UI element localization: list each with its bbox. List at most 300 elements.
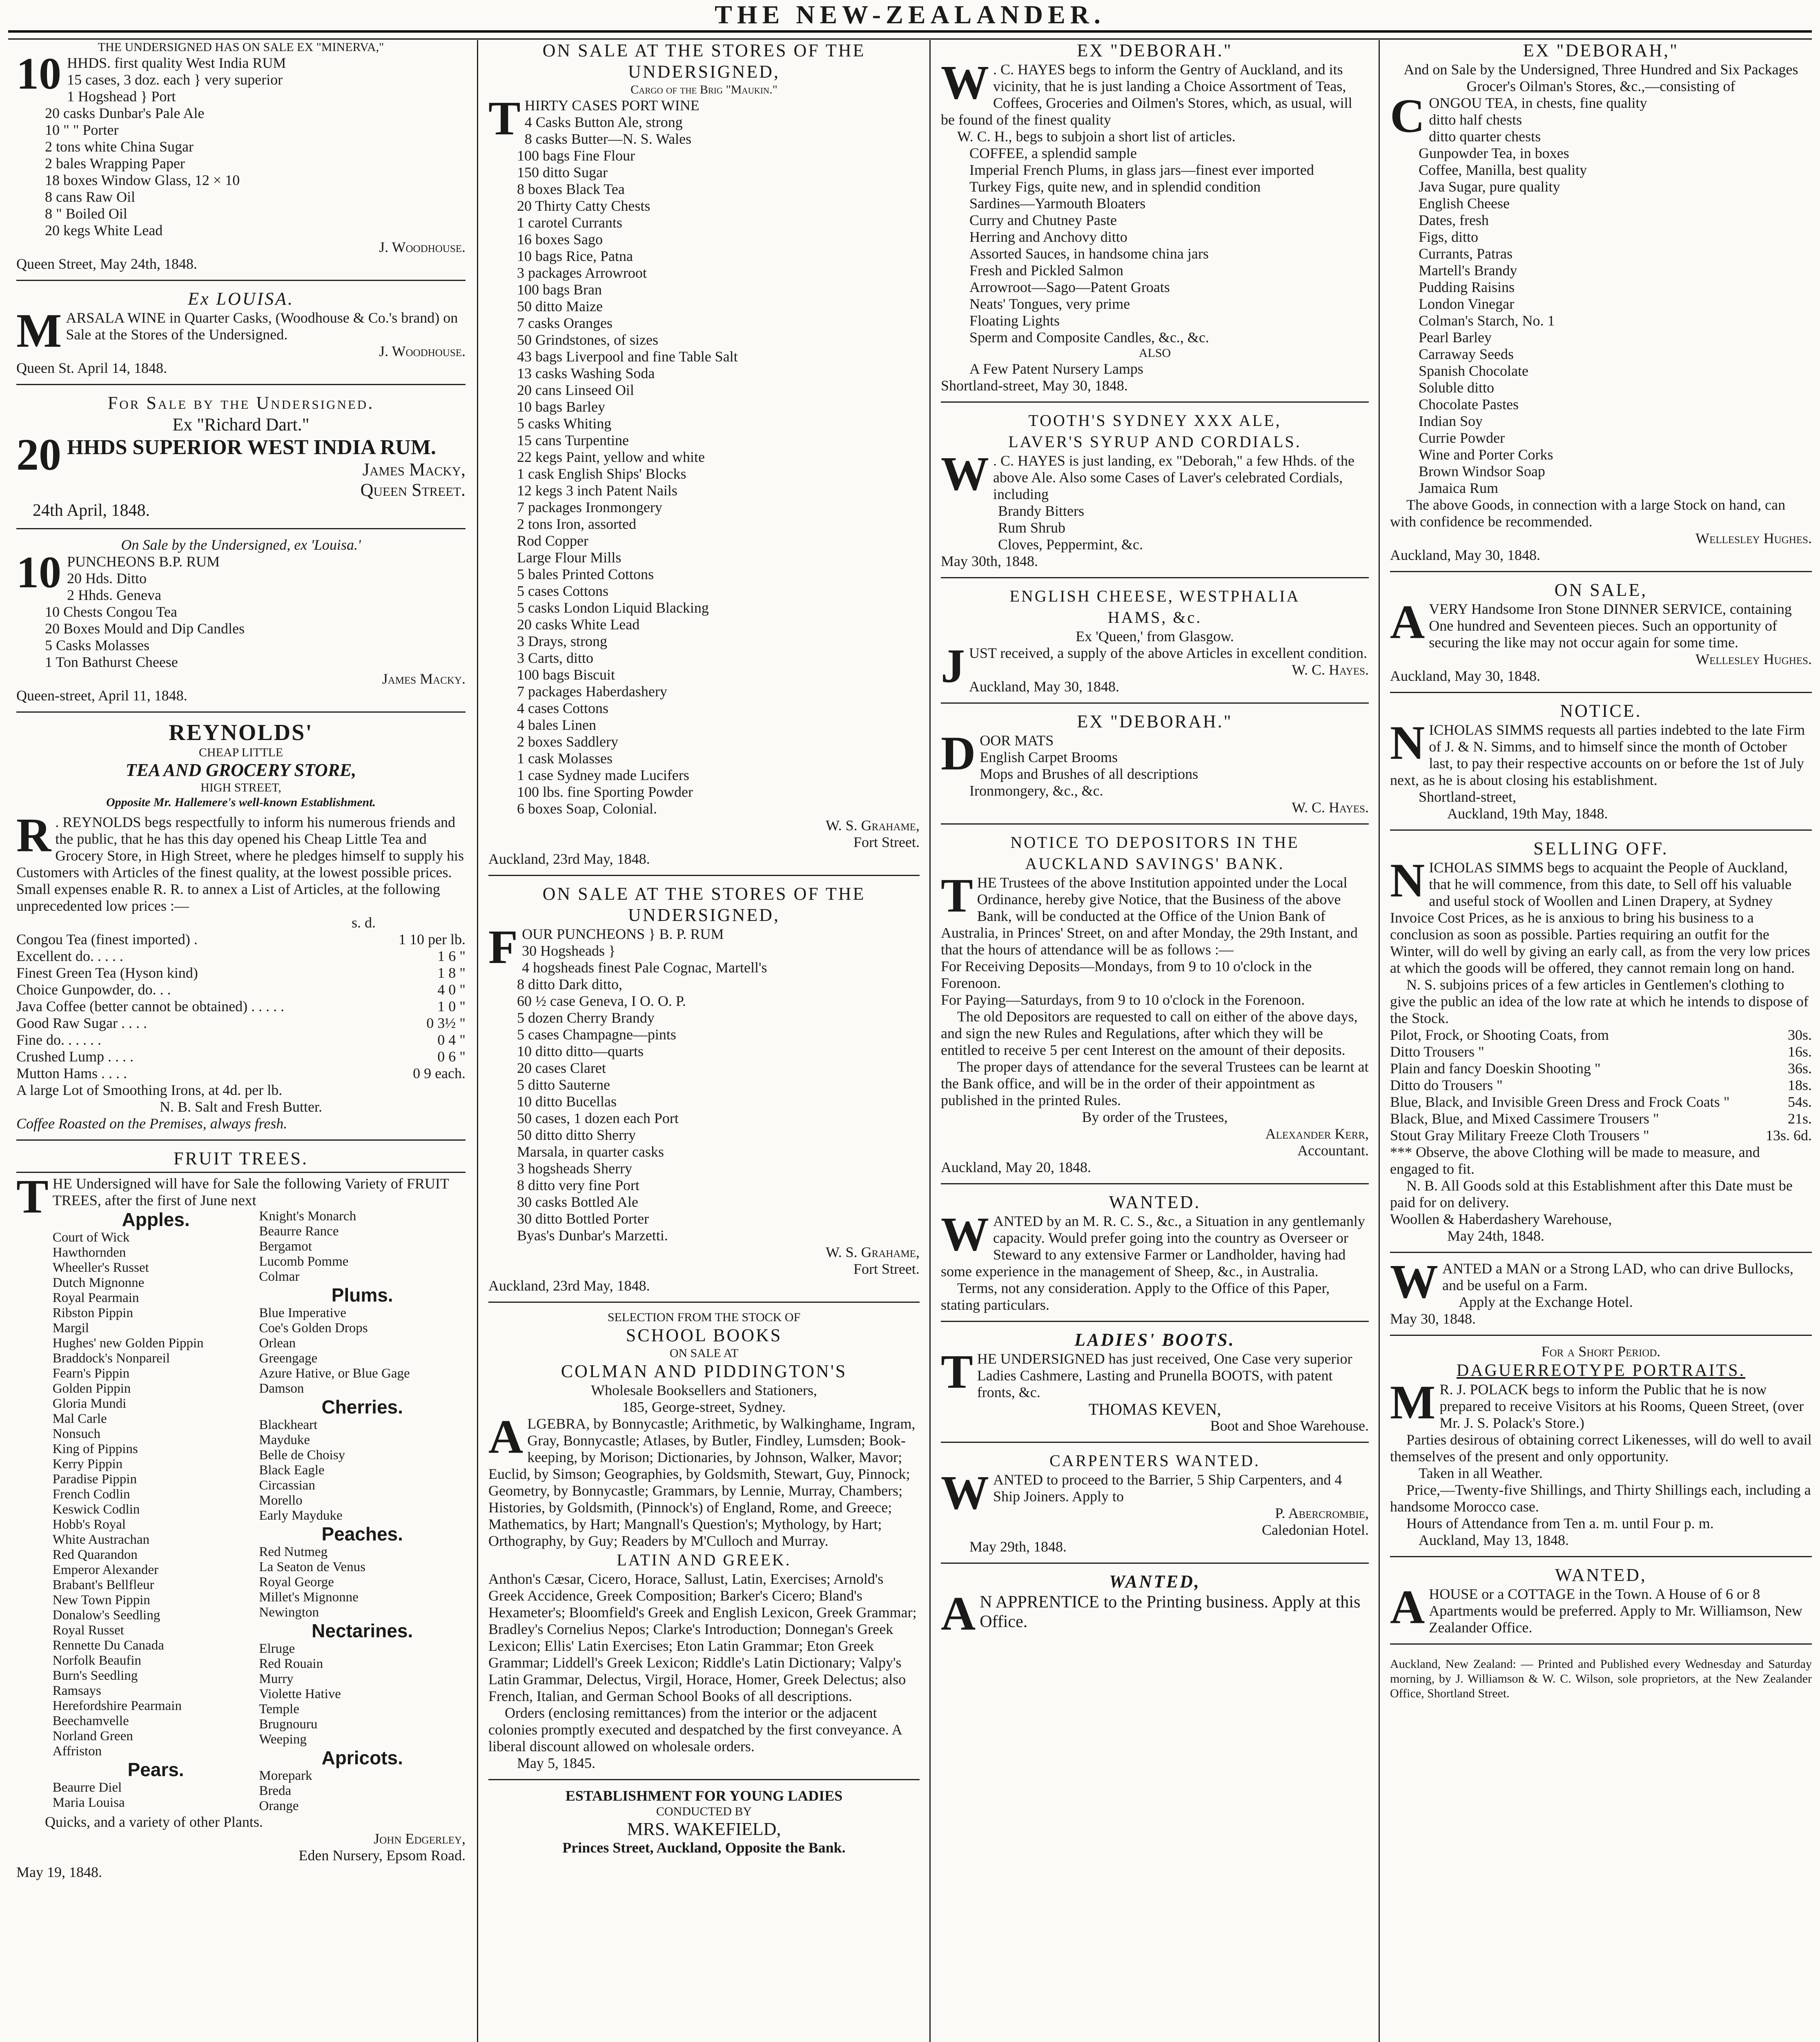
drop-cap: T — [488, 91, 521, 145]
signature: P. Abercrombie, — [1275, 1505, 1369, 1521]
list-item: Beechamvelle — [52, 1714, 129, 1728]
item-list — [941, 145, 1369, 346]
ad-school-books — [488, 1310, 920, 1772]
ad-heading: ENGLISH CHEESE, WESTPHALIA — [1009, 587, 1300, 605]
list-item: Beaurre Rance — [259, 1224, 339, 1239]
list-item: Azure Hative, or Blue Gage — [259, 1366, 410, 1381]
list-item: ditto quarter chests — [1429, 128, 1541, 145]
list-item: Colman's Starch, No. 1 — [1419, 312, 1555, 329]
ad-line: HHDS. first quality West India RUM — [67, 55, 286, 71]
price-item: Good Raw Sugar . . . . — [16, 1015, 147, 1031]
price-item: Choice Gunpowder, do. . . — [16, 981, 171, 998]
ad-notice-simms — [1390, 700, 1812, 822]
ad-heading: WANTED, — [1555, 1565, 1647, 1585]
ad-heading: For Sale by the Undersigned. — [107, 393, 374, 413]
ad-line: 30 Hogsheads } — [522, 943, 616, 959]
list-item: Rennette Du Canada — [52, 1638, 164, 1653]
list-item: Damson — [259, 1381, 304, 1396]
list-item: Coe's Golden Drops — [259, 1321, 368, 1335]
list-item: Millet's Mignonne — [259, 1590, 359, 1605]
signature: W. S. Grahame, — [825, 1244, 920, 1260]
ad-date: Queen-street, April 11, 1848. — [16, 687, 187, 704]
ad-heading: SCHOOL BOOKS — [626, 1325, 782, 1345]
list-item: Nonsuch — [52, 1427, 101, 1441]
ad-heading: WANTED. — [1109, 1192, 1201, 1212]
list-item: Hobb's Royal — [52, 1517, 126, 1532]
signature-address: Caledonian Hotel. — [1262, 1522, 1369, 1538]
ad-heading: ESTABLISHMENT FOR YOUNG LADIES — [565, 1788, 843, 1804]
price-value: 13s. 6d. — [1765, 1127, 1812, 1144]
ad-body: ANTED by an M. R. C. S., &c., a Situation in any gentlemanly capacity. Would prefer going into the country as Overseer or Steward to any extensive Farmer or Landholder, having had some experience in the management of Sheep, &c., in Australia. — [941, 1213, 1365, 1280]
price-value: 54s. — [1787, 1094, 1812, 1110]
item-list — [941, 749, 1369, 799]
price-row — [16, 931, 466, 948]
price-row — [1390, 1060, 1812, 1077]
price-item: Fine do. . . . . . — [16, 1032, 102, 1048]
list-item: Royal Russet — [52, 1623, 124, 1638]
item-list — [941, 503, 1369, 553]
list-item: 1 cask English Ships' Blocks — [517, 466, 686, 482]
ad-line: PUNCHEONS B.P. RUM — [67, 553, 220, 570]
price-units: s. d. — [351, 914, 376, 931]
ad-body: Anthon's Cæsar, Cicero, Horace, Sallust, Latin, Exercises; Arnold's Greek Accidence, Greek Composition; Barker's Cicero; Bland's Hexameter's; Bloomfield's Greek and English Lexicon, Greek Grammar; Bradley's Cornelius Nepos; Clarke's Introduction; Donnegan's Greek Lexicon; Ellis' Latin Exercises; Eton Latin Grammar; Eton Greek Grammar; Liddell's Greek Lexicon; Riddle's Latin Dictionary; Valpy's Latin Grammar, Delectus, Virgil, Horace, Homer, Greek Delectus; also French, Italian, and German School Books of all descriptions. — [488, 1571, 917, 1704]
ad-body: . C. HAYES begs to inform the Gentry of Auckland, and its vicinity, that he is just landing a Choice Assortment of Teas, Coffees, Groceries and Oilmen's Stores, which, as usual, will be found of the finest quality — [941, 61, 1352, 128]
ad-subheading: Ex 'Queen,' from Glasgow. — [1076, 628, 1234, 644]
price-row — [16, 1065, 466, 1082]
ad-macky-louisa — [16, 537, 466, 704]
price-row — [1390, 1043, 1812, 1060]
list-item: 20 casks Dunbar's Pale Ale — [45, 105, 205, 121]
list-item: 12 kegs 3 inch Patent Nails — [517, 482, 677, 499]
imprint: Auckland, New Zealand: — Printed and Published every Wednesday and Saturday morning, by J. Williamson & W. C. Wilson, sole proprietors, at the New Zealander Office, Shortland Street. — [1390, 1657, 1812, 1700]
price-value: 36s. — [1787, 1060, 1812, 1077]
list-item: Red Quarandon — [52, 1547, 138, 1562]
signature: James Macky. — [382, 671, 466, 687]
signature-address: Fort Street. — [853, 1261, 920, 1277]
ad-heading: WANTED, — [1109, 1572, 1201, 1592]
divider — [1390, 829, 1812, 831]
price-row — [16, 981, 466, 998]
list-item: Donalow's Seedling — [52, 1608, 160, 1623]
divider — [941, 1183, 1369, 1184]
ad-door-mats — [941, 711, 1369, 816]
list-item: Morepark — [259, 1768, 312, 1783]
list-item: Fresh and Pickled Salmon — [969, 262, 1123, 279]
list-item: Black Eagle — [259, 1463, 325, 1478]
price-row — [16, 1032, 466, 1048]
ad-subheading: For a Short Period. — [1541, 1343, 1661, 1360]
list-item: Byas's Dunbar's Marzetti. — [517, 1227, 668, 1244]
list-item: 8 ditto very fine Port — [517, 1177, 639, 1193]
list-item: 2 tons white China Sugar — [45, 138, 194, 155]
list-item: 6 boxes Soap, Colonial. — [517, 800, 657, 817]
divider — [941, 1442, 1369, 1443]
drop-cap: T — [16, 1170, 49, 1223]
ad-line: Apply at the Exchange Hotel. — [1459, 1294, 1633, 1310]
list-item: 8 casks Butter—N. S. Wales — [524, 131, 692, 147]
fruit-col-right — [259, 1209, 466, 1814]
divider — [941, 823, 1369, 825]
ad-body: LGEBRA, by Bonnycastle; Arithmetic, by Walkinghame, Ingram, Gray, Bonnycastle; Atlases, by Butler, Findley, Lumsden; Book-keeping, by Morison; Dictionaries, by Johnson, Walker, Mavor; Euclid, by Simson; Geographies, by Goldsmith, Stewart, Guy, Pinnock; Geometry, by Bonnycastle; Grammars, by Lennie, Murray, Chambers; Histories, by Goldsmith, (Pinnock's) of England, Rome, and Greece; Mathematics, by Hart; Mangnall's Question's; Mythology, by Hart; Orthography, by Guy; Readers by M'Culloch and Murray. — [488, 1416, 916, 1549]
ad-subheading: Opposite Mr. Hallemere's well-known Establishment. — [106, 796, 376, 809]
list-item: Cloves, Peppermint, &c. — [998, 536, 1143, 553]
list-item: 22 kegs Paint, yellow and white — [517, 449, 705, 465]
ad-body: And on Sale by the Undersigned, Three Hundred and Six Packages Grocer's Oilman's Stores, &c.,—consisting of — [1403, 61, 1798, 94]
list-item: Bergamot — [259, 1239, 312, 1254]
price-value: 18s. — [1787, 1077, 1812, 1093]
divider — [941, 577, 1369, 578]
fruit-list — [53, 1209, 466, 1814]
list-item: Figs, ditto — [1419, 229, 1479, 245]
list-item: Blackheart — [259, 1418, 318, 1432]
fruit-heading: Peaches. — [321, 1523, 403, 1545]
price-row — [1390, 1110, 1812, 1127]
list-item: 3 Drays, strong — [517, 633, 607, 649]
masthead — [0, 0, 1820, 29]
drop-cap: T — [941, 1345, 973, 1398]
list-item: Golden Pippin — [52, 1381, 131, 1396]
list-item: 5 Casks Molasses — [45, 637, 150, 653]
ad-louisa — [16, 288, 466, 377]
fruit-sublist — [53, 1230, 259, 1759]
list-item: Margil — [52, 1321, 89, 1335]
ad-date: May 30th, 1848. — [941, 553, 1038, 569]
price-value: 0 9 each. — [413, 1065, 466, 1081]
list-item: Ramsays — [52, 1683, 101, 1698]
list-item: 100 bags Biscuit — [517, 667, 615, 683]
list-item: Assorted Sauces, in handsome china jars — [969, 245, 1209, 262]
list-item: 8 boxes Black Tea — [517, 181, 625, 197]
list-item: Dutch Mignonne — [52, 1275, 145, 1290]
ad-body: The old Depositors are requested to call on either of the above days, and sign the new Rules and Regulations, after which they will be entitled to receive 5 per cent Interest on the amount of their deposits. — [941, 1008, 1358, 1058]
list-item: 1 cask Molasses — [517, 750, 613, 767]
ad-date: Auckland, May 30, 1848. — [969, 678, 1119, 695]
list-item: 18 boxes Window Glass, 12 × 10 — [45, 172, 240, 188]
big-number: 20 — [16, 430, 61, 479]
signature-address: Fort Street. — [853, 834, 920, 850]
list-item: Royal Pearmain — [52, 1291, 139, 1305]
ad-subheading: CONDUCTED BY — [656, 1805, 752, 1818]
ad-subheading: 185, George-street, Sydney. — [622, 1399, 786, 1415]
price-value: 21s. — [1787, 1110, 1812, 1127]
signature-title: Accountant. — [1297, 1142, 1369, 1159]
ad-line: By order of the Trustees, — [1082, 1109, 1228, 1125]
fruit-heading: Apricots. — [321, 1747, 403, 1768]
signature: W. S. Grahame, — [825, 817, 920, 834]
ad-body: For Receiving Deposits—Mondays, from 9 to 10 o'clock in the Forenoon. — [941, 958, 1312, 991]
list-item: 20 kegs White Lead — [45, 222, 163, 239]
signature: James Macky, — [362, 459, 466, 479]
list-item: Temple — [259, 1702, 299, 1717]
list-item: English Carpet Brooms — [980, 749, 1118, 765]
ad-heading: THE UNDERSIGNED HAS ON SALE EX "MINERVA," — [98, 40, 384, 54]
list-item: Pearl Barley — [1419, 329, 1492, 346]
list-item: 43 bags Liverpool and fine Table Salt — [517, 348, 738, 365]
ad-heading: REYNOLDS' — [169, 720, 313, 745]
list-item: 15 cases, 3 doz. each } very superior — [67, 71, 283, 88]
list-item: 10 " " Porter — [45, 122, 119, 138]
ad-line: A large Lot of Smoothing Irons, at 4d. per lb. — [16, 1082, 283, 1098]
list-item: Greengage — [259, 1351, 318, 1366]
list-item: Neats' Tongues, very prime — [969, 296, 1130, 312]
list-item: Gunpowder Tea, in boxes — [1419, 145, 1569, 161]
list-item: 4 cases Cottons — [517, 700, 608, 716]
list-item: French Codlin — [52, 1487, 130, 1502]
ad-line: *** Observe, the above Clothing will be made to measure, and engaged to fit. — [1390, 1144, 1760, 1177]
list-item: 8 ditto Dark ditto, — [517, 976, 622, 992]
drop-cap: W — [1390, 1255, 1438, 1308]
ad-line: HIRTY CASES PORT WINE — [524, 97, 699, 114]
list-item: 2 Hhds. Geneva — [67, 587, 161, 603]
list-item: Java Sugar, pure quality — [1419, 178, 1560, 195]
list-item: Hawthornden — [52, 1245, 126, 1260]
fruit-sublist — [53, 1780, 259, 1810]
list-item: Indian Soy — [1419, 413, 1483, 429]
list-item: Fearn's Pippin — [52, 1366, 130, 1381]
list-item: Orlean — [259, 1336, 296, 1351]
ad-heading: LADIES' BOOTS. — [1074, 1330, 1235, 1350]
divider — [1390, 1335, 1812, 1336]
list-item: 3 hogsheads Sherry — [517, 1160, 632, 1177]
drop-cap: W — [941, 1207, 989, 1261]
ad-maukin — [488, 40, 920, 867]
list-item: Curry and Chutney Paste — [969, 212, 1117, 228]
drop-cap: N — [1390, 716, 1425, 769]
ad-subheading: Ex "Richard Dart." — [172, 415, 310, 435]
divider — [16, 280, 466, 281]
list-item: 20 casks White Lead — [517, 616, 640, 633]
signature: J. Woodhouse. — [379, 343, 466, 359]
ad-line: HHDS SUPERIOR WEST INDIA RUM. — [67, 436, 436, 459]
list-item: Affriston — [52, 1744, 102, 1759]
price-list — [16, 931, 466, 1082]
ad-heading: NOTICE TO DEPOSITORS IN THE — [1010, 833, 1299, 852]
list-item: Rum Shrub — [998, 519, 1066, 536]
list-item: Emperor Alexander — [52, 1563, 159, 1577]
ad-body: . REYNOLDS begs respectfully to inform his numerous friends and the public, that he has this day opened his Cheap Little Tea and Grocery Store, in High Street, where he pledges himself to supply his Customers with Articles of the finest quality, at the lowest possible prices. Small expenses enable R. R. to annex a List of Articles, at the following unprecedented low prices :— — [16, 814, 464, 914]
ad-heading: EX "DEBORAH." — [1077, 711, 1233, 731]
fruit-sublist — [259, 1209, 466, 1284]
price-item: Stout Gray Military Freeze Cloth Trousers " — [1390, 1127, 1649, 1144]
ad-minerva — [16, 40, 466, 272]
price-item: Pilot, Frock, or Shooting Coats, from — [1390, 1027, 1609, 1043]
ad-body: HOUSE or a COTTAGE in the Town. A House of 6 or 8 Apartments would be preferred. Apply to Mr. Williamson, New Zealander Office. — [1429, 1586, 1802, 1636]
list-item: COFFEE, a splendid sample — [969, 145, 1137, 161]
ad-date: Auckland, May 20, 1848. — [941, 1159, 1091, 1175]
ad-heading: NOTICE. — [1560, 701, 1642, 721]
ad-heading: EX "DEBORAH." — [1077, 40, 1233, 60]
ad-date: Shortland-street, May 30, 1848. — [941, 377, 1128, 394]
ad-savings-bank — [941, 832, 1369, 1176]
ad-heading: Ex LOUISA. — [188, 289, 294, 309]
ad-carpenters — [941, 1450, 1369, 1555]
ad-line: ONGOU TEA, in chests, fine quality — [1429, 95, 1647, 111]
drop-cap: J — [941, 639, 965, 693]
list-item: Arrowroot—Sago—Patent Groats — [969, 279, 1170, 295]
list-item: 30 casks Bottled Ale — [517, 1194, 638, 1210]
signature-address: Eden Nursery, Epsom Road. — [299, 1847, 466, 1864]
list-item: Chocolate Pastes — [1419, 396, 1519, 412]
column-4 — [1382, 40, 1820, 2042]
list-item: 4 hogsheads finest Pale Cognac, Martell's — [522, 959, 767, 976]
divider — [1390, 692, 1812, 693]
list-item: Maria Louisa — [52, 1795, 125, 1810]
list-item: King of Pippins — [52, 1442, 138, 1456]
fruit-heading: Apples. — [122, 1209, 190, 1230]
ad-line: ALSO — [1138, 346, 1171, 360]
list-item: Brabant's Bellfleur — [52, 1578, 154, 1592]
ad-apprentice — [941, 1571, 1369, 1640]
ad-selling-off — [1390, 838, 1812, 1244]
ad-line: Shortland-street, — [1419, 789, 1516, 805]
fruit-heading: Cherries. — [321, 1396, 403, 1418]
divider — [941, 1563, 1369, 1564]
list-item: Ironmongery, &c., &c. — [969, 782, 1103, 799]
list-item: 50 cases, 1 dozen each Port — [517, 1110, 679, 1126]
ad-date: Auckland, May 30, 1848. — [1390, 668, 1540, 684]
fruit-heading: Nectarines. — [312, 1620, 413, 1641]
ad-body: Parties desirous of obtaining correct Likenesses, will do well to avail themselves of the present and only opportunity. — [1390, 1431, 1812, 1465]
price-value: 0 4 " — [437, 1032, 466, 1048]
ad-date: Auckland, May 13, 1848. — [1419, 1532, 1569, 1548]
item-list — [488, 114, 920, 817]
masthead-title: THE NEW-ZEALANDER. — [715, 0, 1105, 29]
ad-dinner-service — [1390, 580, 1812, 684]
list-item: Court of Wick — [52, 1230, 130, 1245]
list-item: 100 lbs. fine Sporting Powder — [517, 784, 693, 800]
ad-puncheons — [488, 883, 920, 1294]
divider — [1390, 571, 1812, 572]
list-item: 10 ditto ditto—quarts — [517, 1043, 644, 1059]
list-item: Braddock's Nonpareil — [52, 1351, 170, 1366]
ad-date: Auckland, 23rd May, 1848. — [488, 851, 650, 867]
list-item: 5 cases Champagne—pints — [517, 1026, 676, 1043]
list-item: Herring and Anchovy ditto — [969, 229, 1127, 245]
price-value: 0 3½ " — [426, 1015, 466, 1031]
price-value: 1 10 per lb. — [399, 931, 466, 947]
list-item: Red Nutmeg — [259, 1545, 328, 1559]
fruit-sublist — [259, 1306, 466, 1396]
signature: J. Woodhouse. — [379, 239, 466, 255]
list-item: 20 Boxes Mould and Dip Candles — [45, 620, 245, 637]
divider — [16, 1139, 466, 1141]
fruit-sublist — [259, 1768, 466, 1814]
ad-body: ICHOLAS SIMMS requests all parties indebted to the late Firm of J. & N. Simms, and to himself since the month of October last, to pay their respective accounts on or before the 1st of July next, as he is about closing his establishment. — [1390, 722, 1805, 788]
price-item: Black, Blue, and Mixed Cassimere Trousers " — [1390, 1110, 1659, 1127]
price-item: Blue, Black, and Invisible Green Dress and Frock Coats " — [1390, 1094, 1730, 1110]
drop-cap: R — [16, 808, 51, 862]
ad-date: Queen Street, May 24th, 1848. — [16, 256, 197, 272]
list-item: 15 cans Turpentine — [517, 432, 629, 448]
ad-date: Queen St. April 14, 1848. — [16, 360, 167, 376]
list-item: Mayduke — [259, 1433, 310, 1447]
ad-body: UST received, a supply of the above Articles in excellent condition. — [969, 645, 1368, 661]
divider — [488, 875, 920, 876]
list-item: Newington — [259, 1605, 319, 1620]
ad-body: . C. HAYES is just landing, ex "Deborah," a few Hhds. of the above Ale. Also some Cases of Laver's celebrated Cordials, including — [993, 453, 1354, 502]
ad-line: OOR MATS — [980, 732, 1054, 749]
list-item: 4 bales Linen — [517, 717, 596, 733]
signature: Alexander Kerr, — [1265, 1126, 1369, 1142]
drop-cap: D — [941, 727, 976, 780]
list-item: 20 Hds. Ditto — [67, 570, 147, 586]
price-row — [16, 998, 466, 1015]
list-item: Circassian — [259, 1478, 315, 1493]
ad-date: May 24th, 1848. — [1447, 1228, 1544, 1244]
list-item: Gloria Mundi — [52, 1396, 127, 1411]
price-row — [1390, 1127, 1812, 1144]
big-number: 10 — [16, 49, 61, 98]
list-item: 10 bags Barley — [517, 399, 605, 415]
big-number: 10 — [16, 547, 61, 597]
list-item: Brandy Bitters — [998, 503, 1084, 519]
list-item: 50 ditto ditto Sherry — [517, 1127, 636, 1143]
ad-subheading: Cargo of the Brig "Maukin." — [630, 83, 777, 96]
list-item: Wheeller's Russet — [52, 1260, 149, 1275]
list-item: Murry — [259, 1672, 294, 1686]
list-item: Elruge — [259, 1641, 295, 1656]
ad-body: VERY Handsome Iron Stone DINNER SERVICE, containing One hundred and Seventeen pieces. Such an opportunity of securing the like may not occur again for some time. — [1429, 601, 1792, 651]
fruit-col-left — [53, 1209, 259, 1814]
divider — [1390, 1643, 1812, 1645]
divider — [16, 711, 466, 713]
ad-date: Auckland, May 30, 1848. — [1390, 547, 1540, 563]
divider — [941, 401, 1369, 403]
list-item: 30 ditto Bottled Porter — [517, 1210, 649, 1227]
ad-body: R. J. POLACK begs to inform the Public that he is now prepared to receive Visitors at his Rooms, Queen Street, (over Mr. J. S. Polack's Store.) — [1439, 1381, 1804, 1431]
ad-body: HE Trustees of the above Institution appointed under the Local Ordinance, hereby give Notice, that the Business of the above Bank, will be conducted at the Office of the Union Bank of Australia, in Princes' Street, on and after Monday, the 29th Instant, and that the hours of attendance will be as follows :— — [941, 874, 1358, 958]
list-item: Spanish Chocolate — [1419, 363, 1528, 379]
ad-body: The above Goods, in connection with a large Stock on hand, can with confidence be recommended. — [1390, 497, 1786, 530]
list-item: Hughes' new Golden Pippin — [52, 1336, 204, 1351]
ad-body: ANTED a MAN or a Strong LAD, who can drive Bullocks, and be useful on a Farm. — [1442, 1260, 1793, 1293]
ad-line: A Few Patent Nursery Lamps — [969, 361, 1143, 377]
list-item: Beaurre Diel — [52, 1780, 122, 1795]
drop-cap: A — [941, 1587, 976, 1640]
ad-body: W. C. H., begs to subjoin a short list of articles. — [957, 128, 1236, 145]
ad-date: May 30, 1848. — [1390, 1311, 1476, 1327]
list-item: White Austrachan — [52, 1532, 150, 1547]
ad-body: For Paying—Saturdays, from 9 to 10 o'clock in the Forenoon. — [941, 992, 1305, 1008]
price-item: Excellent do. . . . . — [16, 948, 123, 964]
ad-body: ARSALA WINE in Quarter Casks, (Woodhouse & Co.'s brand) on Sale at the Stores of the Undersigned. — [66, 310, 458, 343]
signature-address: Boot and Shoe Warehouse. — [1210, 1418, 1369, 1434]
price-value: 1 6 " — [437, 948, 466, 964]
list-item: Royal George — [259, 1575, 334, 1589]
list-item: English Cheese — [1419, 195, 1510, 212]
price-value: 0 6 " — [437, 1048, 466, 1065]
drop-cap: T — [941, 869, 973, 922]
ad-young-ladies — [488, 1788, 920, 1856]
list-item: Currie Powder — [1419, 430, 1505, 446]
column-rule — [477, 40, 478, 2042]
price-item: Finest Green Tea (Hyson kind) — [16, 965, 198, 981]
ad-subheading: Wholesale Booksellers and Stationers, — [591, 1382, 817, 1398]
price-row — [1390, 1077, 1812, 1094]
ad-daguerreotype — [1390, 1343, 1812, 1549]
ad-heading: On Sale by the Undersigned, ex 'Louisa.' — [121, 537, 361, 553]
list-item: 7 casks Oranges — [517, 315, 613, 331]
list-item: New Town Pippin — [52, 1593, 150, 1607]
list-item: Marsala, in quarter casks — [517, 1144, 664, 1160]
ad-subheading: Princes Street, Auckland, Opposite the Bank. — [562, 1839, 846, 1856]
ad-heading: MRS. WAKEFIELD, — [627, 1819, 781, 1839]
list-item: 1 Hogshead } Port — [67, 88, 176, 105]
list-item: La Seaton de Venus — [259, 1560, 365, 1574]
divider — [941, 702, 1369, 704]
list-item: Wine and Porter Corks — [1419, 446, 1553, 463]
list-item: 5 casks Whiting — [517, 415, 612, 432]
